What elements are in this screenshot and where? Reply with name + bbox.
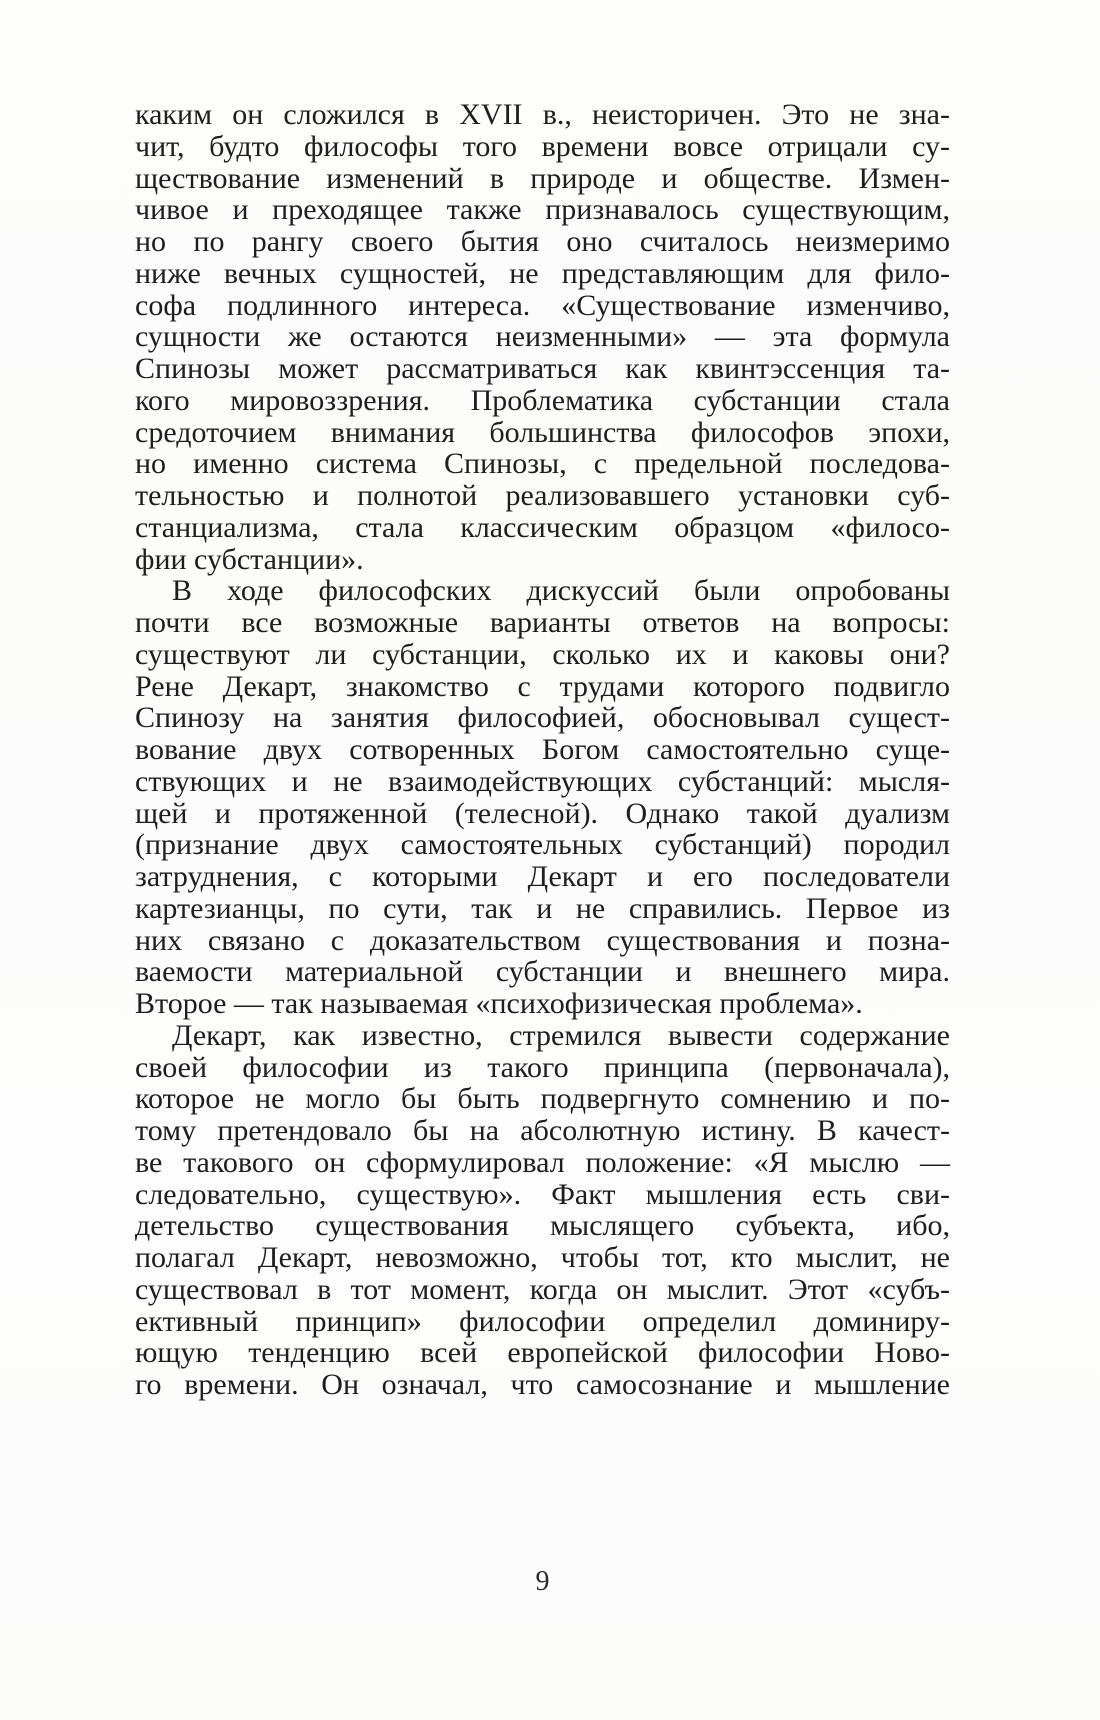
text-line: Спинозы может рассматриваться как квинтэссенция та- (135, 352, 950, 385)
text-line: существуют ли субстанции, сколько их и каковы они? (135, 637, 950, 671)
page-number: 9 (535, 1566, 550, 1597)
text-line: своей философии из такого принципа (первоначала), (135, 1050, 950, 1084)
text-line: ваемости материальной субстанции и внешнего мира. (135, 955, 950, 989)
text-line: ствующих и не взаимодействующих субстанций: мысля- (135, 764, 950, 798)
text-line: В ходе философских дискуссий были опробованы (172, 574, 950, 608)
text-line: вование двух сотворенных Богом самостоятельно суще- (135, 733, 950, 766)
text-line: ниже вечных сущностей, не представляющим для фило- (135, 256, 950, 290)
text-line: тому претендовало бы на абсолютную истину. В качест- (135, 1114, 950, 1147)
text-line: чивое и преходящее также признавалось существующим, (135, 193, 950, 227)
text-line: Спинозу на занятия философией, обосновывал сущест- (135, 701, 950, 735)
text-line: картезианцы, по сути, так и не справились. Первое из (135, 891, 950, 925)
text-line: следовательно, существую». Факт мышления есть сви- (135, 1177, 950, 1211)
text-line: детельство существования мыслящего субъекта, ибо, (135, 1209, 950, 1243)
text-line: сущности же остаются неизменными» — эта формула (135, 320, 950, 354)
text-line: затруднения, с которыми Декарт и его последователи (135, 860, 950, 893)
text-line: Второе — так называемая «психофизическая проблема». (135, 987, 863, 1020)
text-line: кого мировоззрения. Проблематика субстанции стала (135, 383, 950, 417)
text-line: Рене Декарт, знакомство с трудами которого подвигло (135, 669, 950, 703)
text-line: фии субстанции». (135, 542, 364, 576)
text-line: ществование изменений в природе и обществе. Измен- (135, 161, 950, 195)
text-line: ве такового он сформулировал положение: «Я мыслю — (135, 1145, 950, 1179)
text-line: полагал Декарт, невозможно, чтобы тот, кто мыслит, не (135, 1241, 950, 1274)
text-line: тельностью и полнотой реализовавшего установки суб- (135, 479, 950, 512)
text-line: но по рангу своего бытия оно считалось неизмеримо (135, 225, 950, 258)
text-line: существовал в тот момент, когда он мыслит. Этот «субъ- (135, 1272, 950, 1306)
text-line: софа подлинного интереса. «Существование изменчиво, (135, 288, 950, 322)
text-line: но именно система Спинозы, с предельной последова- (135, 447, 950, 481)
text-line: них связано с доказательством существования и позна- (135, 923, 950, 957)
text-line: средоточием внимания большинства философов эпохи, (135, 415, 950, 449)
text-line: станциализма, стала классическим образцом «филосо- (135, 510, 950, 544)
text-line: почти все возможные варианты ответов на вопросы: (135, 606, 950, 639)
text-line: которое не могло бы быть подвергнуто сомнению и по- (135, 1082, 950, 1116)
text-line: чит, будто философы того времени вовсе отрицали су- (135, 129, 950, 163)
text-line: каким он сложился в XVII в., неисторичен. Это не зна- (135, 98, 950, 131)
text-line: ективный принцип» философии определил доминиру- (135, 1304, 950, 1338)
text-line: ющую тенденцию всей европейской философии Ново- (135, 1336, 950, 1370)
text-line: щей и протяженной (телесной). Однако такой дуализм (135, 796, 950, 830)
text-line: (признание двух самостоятельных субстанций) породил (135, 828, 950, 862)
text-line: Декарт, как известно, стремился вывести содержание (172, 1018, 950, 1052)
text-line: го времени. Он означал, что самосознание и мышление (135, 1368, 950, 1401)
page-body-text (135, 99, 950, 1401)
